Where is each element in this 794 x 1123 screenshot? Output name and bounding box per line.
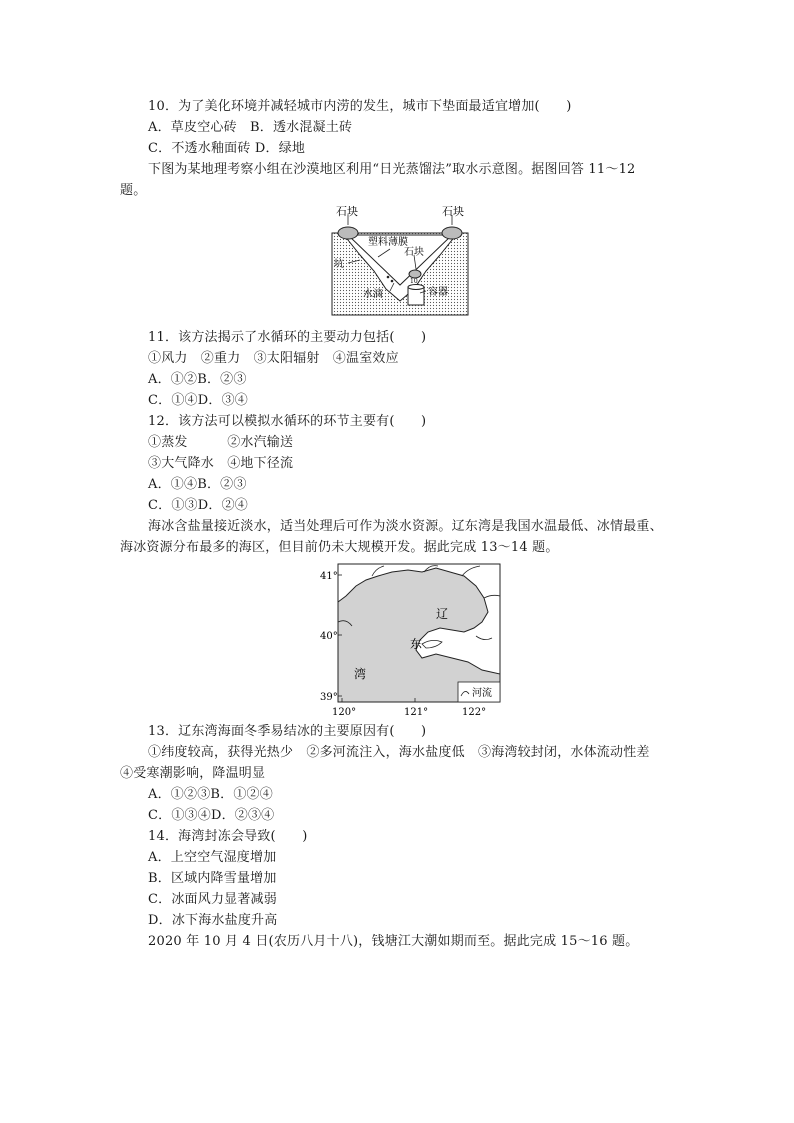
stone-middle bbox=[409, 270, 421, 278]
q14-option-a: A．上空空气湿度增加 bbox=[148, 850, 277, 865]
label-stone-mid: 石块 bbox=[404, 247, 424, 258]
water-drop bbox=[387, 276, 390, 279]
stone-right bbox=[442, 227, 462, 239]
label-container: 容器 bbox=[428, 287, 448, 298]
intro-15-16: 2020 年 10 月 4 日(农历八月十八)，钱塘江大潮如期而至。据此完成 15～16 题。 bbox=[148, 934, 639, 949]
lat-41: 41° bbox=[320, 571, 338, 582]
q11-items: ①风力 ②重力 ③太阳辐射 ④温室效应 bbox=[148, 351, 399, 366]
q14-option-d: D．冰下海水盐度升高 bbox=[148, 913, 278, 928]
q10-options-cd: C．不透水釉面砖 D．绿地 bbox=[148, 141, 306, 156]
label-stone-right: 石块 bbox=[442, 205, 464, 218]
q14-stem: 14．海湾封冻会导致( ) bbox=[148, 829, 308, 844]
q11-options-cd: C．①④D．③④ bbox=[148, 393, 248, 408]
q11-stem: 11．该方法揭示了水循环的主要动力包括( ) bbox=[148, 330, 427, 345]
intro-13-14-line1: 海冰含盐量接近淡水，适当处理后可作为淡水资源。辽东湾是我国水温最低、冰情最重、 bbox=[148, 519, 663, 534]
q13-items-1: ①纬度较高，获得光热少 ②多河流注入，海水盐度低 ③海湾较封闭，水体流动性差 bbox=[148, 745, 650, 760]
liaodong-bay-map bbox=[312, 562, 504, 720]
intro-11-12-line1: 下图为某地理考察小组在沙漠地区利用“日光蒸馏法”取水示意图。据图回答 11～12 bbox=[148, 162, 636, 177]
label-film: 塑料薄膜 bbox=[368, 237, 408, 248]
label-wan: 湾 bbox=[354, 667, 367, 681]
q12-items-1: ①蒸发 ②水汽输送 bbox=[148, 435, 294, 450]
stone-left bbox=[338, 227, 358, 239]
q14-option-b: B．区域内降雪量增加 bbox=[148, 871, 277, 886]
q12-items-2: ③大气降水 ④地下径流 bbox=[148, 456, 294, 471]
intro-13-14-line2: 海冰资源分布最多的海区，但目前仍未大规模开发。据此完成 13～14 题。 bbox=[120, 540, 559, 555]
lon-121: 121° bbox=[404, 707, 429, 718]
solar-distillation-diagram bbox=[330, 205, 470, 317]
q13-items-2: ④受寒潮影响，降温明显 bbox=[120, 766, 266, 781]
label-liao: 辽 bbox=[436, 607, 449, 621]
q14-option-c: C．冰面风力显著减弱 bbox=[148, 892, 277, 907]
lat-40: 40° bbox=[320, 631, 338, 642]
lon-120: 120° bbox=[332, 707, 357, 718]
label-stone-left: 石块 bbox=[336, 205, 358, 218]
q10-stem: 10．为了美化环境并减轻城市内涝的发生，城市下垫面最适宜增加( ) bbox=[148, 99, 572, 114]
label-pit: 坑 bbox=[334, 259, 344, 270]
lat-39: 39° bbox=[320, 692, 338, 703]
q12-options-cd: C．①③D．②④ bbox=[148, 498, 248, 513]
q12-stem: 12．该方法可以模拟水循环的环节主要有( ) bbox=[148, 414, 427, 429]
label-dong: 东 bbox=[410, 637, 423, 651]
label-mark: 10 bbox=[410, 278, 418, 285]
q13-stem: 13．辽东湾海面冬季易结冰的主要原因有( ) bbox=[148, 724, 427, 739]
q12-options-ab: A．①④B．②③ bbox=[148, 477, 247, 492]
intro-11-12-line2: 题。 bbox=[120, 183, 147, 198]
q11-options-ab: A．①②B．②③ bbox=[148, 372, 247, 387]
legend-river-label: 河流 bbox=[472, 688, 492, 699]
label-drop: 水滴 bbox=[363, 289, 383, 300]
q13-options-cd: C．①③④D．②③④ bbox=[148, 808, 275, 823]
q13-options-ab: A．①②③B．①②④ bbox=[148, 787, 273, 802]
q10-options-ab: A．草皮空心砖 B．透水混凝土砖 bbox=[148, 120, 353, 135]
lon-122: 122° bbox=[462, 707, 487, 718]
